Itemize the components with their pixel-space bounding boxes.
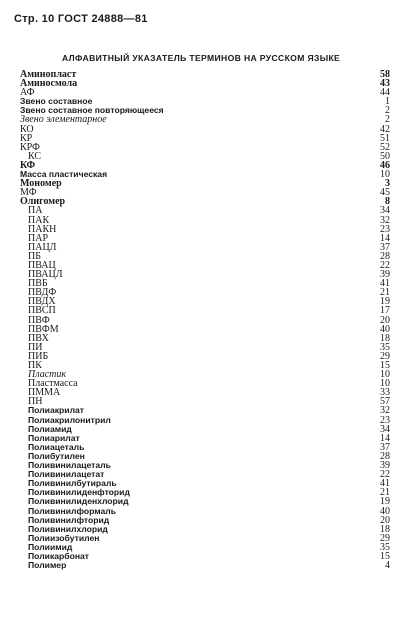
index-entry bbox=[20, 206, 390, 215]
index-page-number: 41 bbox=[380, 278, 390, 290]
index-page-number: 10 bbox=[380, 378, 390, 390]
index-page-number: 50 bbox=[380, 150, 390, 162]
index-entry bbox=[20, 125, 390, 134]
index-term: Полибутилен bbox=[28, 450, 85, 461]
index-term: ПК bbox=[28, 360, 42, 371]
index-term: ПАКН bbox=[28, 223, 57, 235]
index-term: Поливинилхлорид bbox=[28, 523, 108, 534]
index-entry bbox=[20, 261, 390, 270]
index-entry bbox=[20, 379, 390, 388]
index-page-number: 39 bbox=[380, 460, 390, 472]
index-page-number: 46 bbox=[380, 159, 390, 171]
index-page-number: 41 bbox=[380, 478, 390, 490]
index-entry bbox=[20, 170, 390, 179]
index-term: Пластик bbox=[28, 369, 67, 381]
index-entry bbox=[20, 316, 390, 325]
index-entry bbox=[20, 79, 390, 88]
index-entry bbox=[20, 534, 390, 543]
index-term: Олигомер bbox=[20, 196, 66, 208]
index-term: ПВХ bbox=[28, 332, 49, 344]
index-term: Пластмасса bbox=[28, 378, 78, 390]
index-page-number: 34 bbox=[380, 423, 390, 435]
index-term: МФ bbox=[20, 187, 37, 199]
index-page-number: 33 bbox=[380, 387, 390, 399]
index-page-number: 23 bbox=[380, 223, 390, 235]
index-entry bbox=[20, 152, 390, 161]
index-page-number: 8 bbox=[385, 196, 390, 208]
index-entry bbox=[20, 234, 390, 243]
index-entry bbox=[20, 343, 390, 352]
index-entry bbox=[20, 115, 390, 124]
index-term: Поливинилбутираль bbox=[28, 478, 117, 489]
index-page-number: 39 bbox=[380, 269, 390, 281]
index-page-number: 43 bbox=[380, 78, 390, 90]
index-term: ПВДХ bbox=[28, 296, 56, 308]
index-entry bbox=[20, 306, 390, 315]
index-term: Полиизобутилен bbox=[28, 532, 100, 543]
index-term: Полиакрилат bbox=[28, 405, 85, 416]
index-term: АФ bbox=[20, 87, 35, 99]
index-term: ПА bbox=[28, 205, 43, 217]
index-term: Полиимид bbox=[28, 541, 73, 552]
index-page-number: 51 bbox=[380, 132, 390, 144]
index-page-number: 22 bbox=[380, 469, 390, 481]
index-page-number: 23 bbox=[380, 414, 390, 426]
index-term: ПБ bbox=[28, 250, 41, 262]
index-term: Поливинилиденфторид bbox=[28, 487, 130, 498]
index-term: ПММА bbox=[28, 387, 61, 399]
index-term: ПИ bbox=[28, 341, 43, 353]
index-page-number: 28 bbox=[380, 450, 390, 462]
index-page-number: 45 bbox=[380, 187, 390, 199]
index-term: Звено элементарное bbox=[20, 114, 107, 126]
index-page-number: 15 bbox=[380, 550, 390, 562]
index-term: Поливинилфторид bbox=[28, 514, 110, 525]
index-term: Поливинилацетат bbox=[28, 469, 105, 480]
index-entry bbox=[20, 270, 390, 279]
index-term: Полиацеталь bbox=[28, 441, 85, 452]
index-term: Полиамид bbox=[28, 423, 72, 434]
index-term: ПИБ bbox=[28, 350, 49, 362]
index-page-number: 1 bbox=[385, 96, 390, 108]
index-page-number: 21 bbox=[380, 487, 390, 499]
index-term: Полиарилат bbox=[28, 432, 80, 443]
index-page-number: 10 bbox=[380, 169, 390, 181]
index-page-number: 17 bbox=[380, 305, 390, 317]
index-page-number: 28 bbox=[380, 250, 390, 262]
index-term: Звено составное повторяющееся bbox=[20, 105, 164, 116]
page-header: Стр. 10 ГОСТ 24888—81 bbox=[14, 13, 148, 25]
index-term: Полимер bbox=[28, 560, 67, 571]
index-page-number: 40 bbox=[380, 505, 390, 517]
index-page-number: 37 bbox=[380, 441, 390, 453]
index-page-number: 35 bbox=[380, 541, 390, 553]
index-entry bbox=[20, 279, 390, 288]
index-page-number: 2 bbox=[385, 114, 390, 126]
index-term: ПАР bbox=[28, 232, 49, 244]
index-page-number: 20 bbox=[380, 514, 390, 526]
index-term: ПВДФ bbox=[28, 287, 57, 299]
index-entry bbox=[20, 216, 390, 225]
index-term: ПВАЦ bbox=[28, 259, 56, 271]
index-entry bbox=[20, 352, 390, 361]
index-term: ПН bbox=[28, 396, 43, 408]
index-page-number: 34 bbox=[380, 205, 390, 217]
index-entry bbox=[20, 288, 390, 297]
index-page-number: 44 bbox=[380, 87, 390, 99]
index-term: Поливинилформаль bbox=[28, 505, 117, 516]
index-entry bbox=[20, 561, 390, 570]
index-page-number: 4 bbox=[385, 560, 390, 572]
index-term: КР bbox=[20, 132, 33, 144]
index-entry bbox=[20, 188, 390, 197]
index-entry bbox=[20, 325, 390, 334]
index-page-number: 21 bbox=[380, 287, 390, 299]
index-term: Аминопласт bbox=[20, 69, 77, 80]
index-entry bbox=[20, 252, 390, 261]
index-term: ПВФМ bbox=[28, 323, 59, 335]
index-term: Аминосмола bbox=[20, 78, 78, 90]
index-page-number: 40 bbox=[380, 323, 390, 335]
index-page-number: 32 bbox=[380, 405, 390, 417]
index-term: ПВБ bbox=[28, 278, 48, 290]
term-index-list bbox=[20, 70, 390, 570]
index-term: Масса пластическая bbox=[20, 169, 108, 180]
index-entry bbox=[20, 334, 390, 343]
index-term: КО bbox=[20, 123, 34, 135]
index-page-number: 22 bbox=[380, 259, 390, 271]
index-page-number: 57 bbox=[380, 396, 390, 408]
index-term: ПВАЦЛ bbox=[28, 269, 63, 281]
index-entry bbox=[20, 134, 390, 143]
index-page-number: 35 bbox=[380, 341, 390, 353]
index-term: Звено составное bbox=[20, 96, 93, 107]
index-entry bbox=[20, 143, 390, 152]
index-page-number: 18 bbox=[380, 523, 390, 535]
index-page-number: 10 bbox=[380, 369, 390, 381]
index-entry bbox=[20, 361, 390, 370]
index-page-number: 29 bbox=[380, 532, 390, 544]
index-page-number: 58 bbox=[380, 69, 390, 80]
index-entry bbox=[20, 197, 390, 206]
index-term: Полиакрилонитрил bbox=[28, 414, 111, 425]
index-page-number: 14 bbox=[380, 232, 390, 244]
index-term: Поливинилиденхлорид bbox=[28, 496, 129, 507]
index-page-number: 15 bbox=[380, 360, 390, 371]
index-page-number: 32 bbox=[380, 214, 390, 226]
index-term: КС bbox=[28, 150, 42, 162]
index-entry bbox=[20, 388, 390, 397]
index-page-number: 18 bbox=[380, 332, 390, 344]
index-page-number: 37 bbox=[380, 241, 390, 253]
index-page-number: 14 bbox=[380, 432, 390, 444]
index-entry bbox=[20, 243, 390, 252]
index-page-number: 3 bbox=[385, 178, 390, 190]
index-term: Мономер bbox=[20, 178, 62, 190]
index-term: КФ bbox=[20, 159, 36, 171]
index-page-number: 2 bbox=[385, 105, 390, 117]
index-entry bbox=[20, 297, 390, 306]
index-entry bbox=[20, 225, 390, 234]
index-page-number: 19 bbox=[380, 496, 390, 508]
index-entry bbox=[20, 416, 390, 425]
index-term: ПАК bbox=[28, 214, 50, 226]
index-page-number: 20 bbox=[380, 314, 390, 326]
index-page-number: 52 bbox=[380, 141, 390, 153]
index-entry bbox=[20, 552, 390, 561]
index-term: Поливинилацеталь bbox=[28, 460, 111, 471]
index-term: ПАЦЛ bbox=[28, 241, 57, 253]
index-page-number: 29 bbox=[380, 350, 390, 362]
index-term: Поликарбонат bbox=[28, 550, 90, 561]
index-page-number: 42 bbox=[380, 123, 390, 135]
index-page-number: 19 bbox=[380, 296, 390, 308]
index-term: КРФ bbox=[20, 141, 40, 153]
index-entry bbox=[20, 179, 390, 188]
index-term: ПВСП bbox=[28, 305, 56, 317]
index-title: АЛФАВИТНЫЙ УКАЗАТЕЛЬ ТЕРМИНОВ НА РУССКОМ ЯЗЫКЕ bbox=[62, 53, 341, 63]
index-term: ПВФ bbox=[28, 314, 50, 326]
